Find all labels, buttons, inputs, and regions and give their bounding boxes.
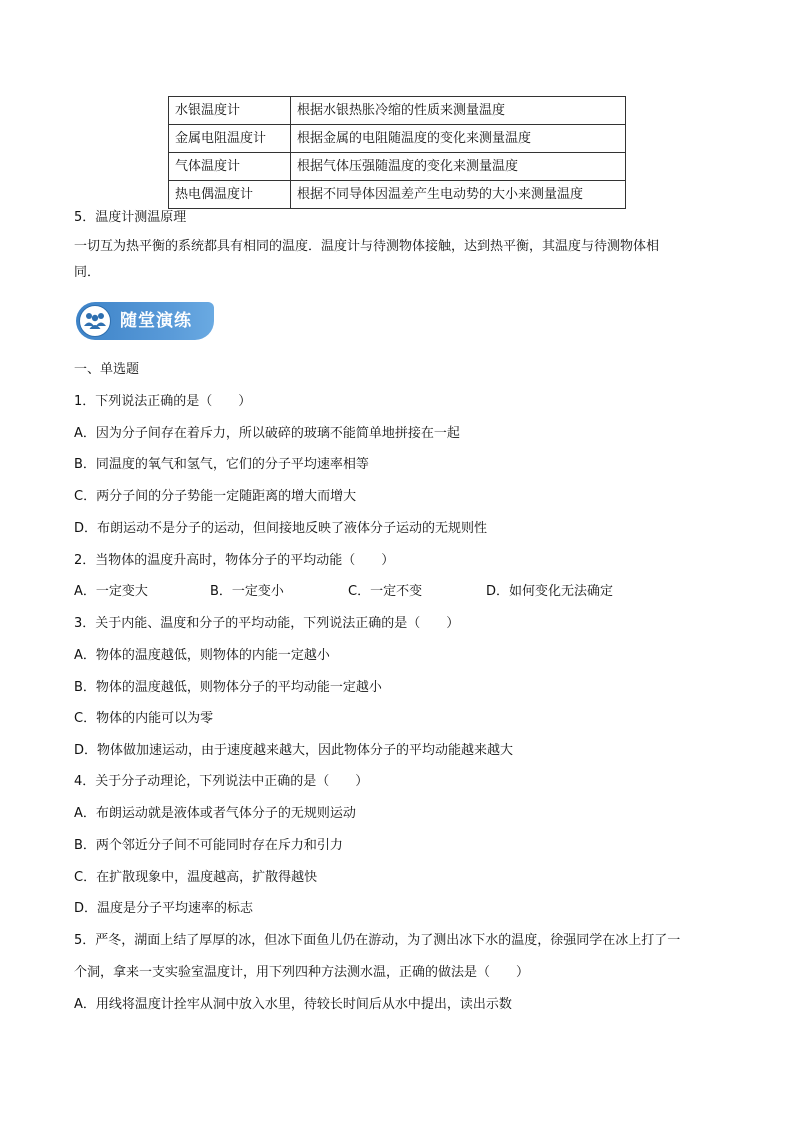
table-cell: 水银温度计	[169, 97, 291, 125]
question-option: B．两个邻近分子间不可能同时存在斥力和引力	[74, 838, 343, 853]
question-stem: 个洞，拿来一支实验室温度计，用下列四种方法测水温，正确的做法是（ ）	[74, 965, 530, 980]
question-stem: 1．下列说法正确的是（ ）	[74, 394, 252, 409]
table-cell: 根据气体压强随温度的变化来测量温度	[291, 153, 626, 181]
question-option: A．用线将温度计拴牢从洞中放入水里，待较长时间后从水中提出，读出示数	[74, 997, 512, 1012]
question-option: C．一定不变	[348, 584, 423, 599]
thermometer-table	[168, 96, 626, 209]
question-option: A．物体的温度越低，则物体的内能一定越小	[74, 648, 330, 663]
question-option: B．一定变小	[210, 584, 284, 599]
principle-body-line: 一切互为热平衡的系统都具有相同的温度．温度计与待测物体接触，达到热平衡，其温度与待测物体相	[74, 239, 660, 254]
table-row	[169, 125, 626, 153]
people-group-icon	[79, 305, 111, 337]
question-option: C．物体的内能可以为零	[74, 711, 214, 726]
question-option: A．布朗运动就是液体或者气体分子的无规则运动	[74, 806, 356, 821]
banner-label: 随堂演练	[120, 311, 192, 331]
section-title: 一、单选题	[74, 362, 140, 377]
principle-body-line: 同．	[74, 265, 101, 280]
table-cell: 气体温度计	[169, 153, 291, 181]
table-cell: 根据水银热胀冷缩的性质来测量温度	[291, 97, 626, 125]
table-row	[169, 181, 626, 209]
question-option: A．因为分子间存在着斥力，所以破碎的玻璃不能简单地拼接在一起	[74, 426, 460, 441]
question-option: C．两分子间的分子势能一定随距离的增大而增大	[74, 489, 357, 504]
question-stem: 4．关于分子动理论，下列说法中正确的是（ ）	[74, 774, 369, 789]
question-option: D．如何变化无法确定	[486, 584, 614, 599]
question-option: A．一定变大	[74, 584, 148, 599]
question-option: B．物体的温度越低，则物体分子的平均动能一定越小	[74, 680, 382, 695]
question-option: C．在扩散现象中，温度越高，扩散得越快	[74, 870, 318, 885]
question-stem: 5．严冬，湖面上结了厚厚的冰，但冰下面鱼儿仍在游动，为了测出冰下水的温度，徐强同学在冰上打了一	[74, 933, 681, 948]
table-cell: 金属电阻温度计	[169, 125, 291, 153]
section-banner	[76, 302, 214, 340]
table-cell: 热电偶温度计	[169, 181, 291, 209]
table-row	[169, 153, 626, 181]
table-cell: 根据不同导体因温差产生电动势的大小来测量温度	[291, 181, 626, 209]
table-cell: 根据金属的电阻随温度的变化来测量温度	[291, 125, 626, 153]
question-option: B．同温度的氧气和氢气，它们的分子平均速率相等	[74, 457, 369, 472]
question-stem: 2．当物体的温度升高时，物体分子的平均动能（ ）	[74, 553, 395, 568]
question-stem: 3．关于内能、温度和分子的平均动能，下列说法正确的是（ ）	[74, 616, 460, 631]
question-option: D．物体做加速运动，由于速度越来越大，因此物体分子的平均动能越来越大	[74, 743, 514, 758]
question-option: D．温度是分子平均速率的标志	[74, 901, 254, 916]
table-row	[169, 97, 626, 125]
question-option: D．布朗运动不是分子的运动，但间接地反映了液体分子运动的无规则性	[74, 521, 488, 536]
principle-heading: 5．温度计测温原理	[74, 210, 187, 225]
